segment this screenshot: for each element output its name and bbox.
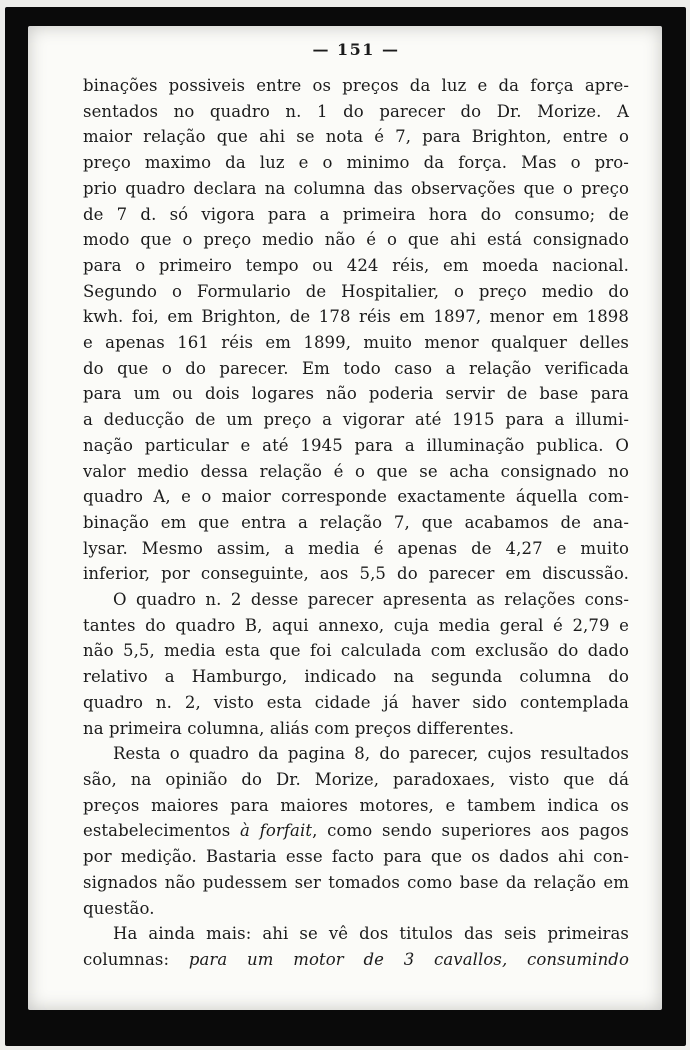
text-segment: de 7 d. só vigora para a primeira hora do consumo; de [83, 204, 629, 224]
text-line [83, 99, 629, 125]
text-segment: por medição. Bastaria esse facto para que os dados ahi con- [83, 847, 629, 867]
text-segment: O quadro n. 2 desse parecer apresenta as relações cons- [113, 590, 629, 610]
text-line [83, 459, 629, 485]
text-segment: Resta o quadro da pagina 8, do parecer, cujos resultados [113, 744, 629, 764]
text-segment: questão. [83, 898, 155, 918]
text-segment: para um ou dois logares não poderia servir de base para [83, 384, 629, 404]
text-line [83, 536, 629, 562]
text-line [83, 613, 629, 639]
italic-phrase: à forfait [239, 821, 313, 841]
text-segment: signados não pudessem ser tomados como base da relação em [83, 872, 629, 892]
text-segment: kwh. foi, em Brighton, de 178 réis em 1897, menor em 1898 [83, 307, 629, 327]
text-segment: estabelecimentos [83, 821, 240, 841]
text-segment: quadro A, e o maior corresponde exactamente áquella com- [83, 487, 629, 507]
text-line [83, 741, 629, 767]
text-line [83, 381, 629, 407]
page-number: — 151 — [312, 40, 400, 59]
text-line [83, 716, 629, 742]
text-line [83, 330, 629, 356]
text-line [83, 124, 629, 150]
italic-phrase: para um motor de 3 cavallos, consumindo [188, 949, 629, 969]
paragraph [83, 587, 629, 741]
text-segment: na primeira columna, aliás com preços differentes. [83, 718, 515, 738]
text-segment: prio quadro declara na columna das observações que o preço [83, 178, 629, 198]
text-line [83, 947, 629, 973]
text-segment: modo que o preço medio não é o que ahi está consignado [83, 230, 629, 250]
text-segment: , como sendo superiores aos pagos [312, 821, 629, 841]
text-segment: do que o do parecer. Em todo caso a relação verificada [83, 358, 629, 378]
paragraph [83, 73, 629, 587]
paragraph [83, 741, 629, 921]
text-line [83, 690, 629, 716]
text-segment: sentados no quadro n. 1 do parecer do Dr. Morize. A [83, 101, 629, 121]
text-line [83, 664, 629, 690]
text-segment: preço maximo da luz e o minimo da força. Mas o pro- [83, 153, 629, 173]
text-line [83, 561, 629, 587]
body-text [83, 73, 629, 973]
text-segment: lysar. Mesmo assim, a media é apenas de 4,27 e muito [83, 538, 629, 558]
text-line [83, 176, 629, 202]
text-segment: tantes do quadro B, aqui annexo, cuja media geral é 2,79 e [83, 615, 629, 635]
text-segment: binações possiveis entre os preços da luz e da força apre- [83, 76, 629, 95]
text-segment: para o primeiro tempo ou 424 réis, em moeda nacional. [83, 255, 629, 275]
text-segment: são, na opinião do Dr. Morize, paradoxaes, visto que dá [83, 769, 629, 789]
text-line [83, 793, 629, 819]
text-line [83, 356, 629, 382]
page-content [28, 26, 662, 973]
text-segment: não 5,5, media esta que foi calculada com exclusão do dado [83, 641, 629, 661]
text-line [83, 407, 629, 433]
text-segment: valor medio dessa relação é o que se acha consignado no [83, 461, 629, 481]
text-line [83, 638, 629, 664]
text-line [83, 227, 629, 253]
text-segment: a deducção de um preço a vigorar até 1915 para a illumi- [83, 410, 629, 430]
text-segment: inferior, por conseguinte, aos 5,5 do parecer em discussão. [83, 564, 629, 584]
text-line [83, 484, 629, 510]
text-line [83, 870, 629, 896]
text-line [83, 921, 629, 947]
paragraph [83, 921, 629, 972]
text-segment: relativo a Hamburgo, indicado na segunda columna do [83, 667, 629, 687]
text-segment: binação em que entra a relação 7, que acabamos de ana- [83, 512, 629, 532]
text-segment: columnas: [83, 949, 189, 969]
text-line [83, 587, 629, 613]
text-segment: Segundo o Formulario de Hospitalier, o preço medio do [83, 281, 629, 301]
text-line [83, 896, 629, 922]
text-line [83, 253, 629, 279]
text-line [83, 73, 629, 99]
text-segment: quadro n. 2, visto esta cidade já haver sido contemplada [83, 692, 629, 712]
text-line [83, 844, 629, 870]
text-segment: Ha ainda mais: ahi se vê dos titulos das seis primeiras [113, 924, 629, 944]
text-line [83, 304, 629, 330]
text-line [83, 279, 629, 305]
text-line [83, 202, 629, 228]
scan-border [5, 7, 686, 1046]
book-page [28, 26, 662, 1010]
text-line [83, 433, 629, 459]
text-segment: nação particular e até 1945 para a illuminação publica. O [83, 435, 629, 455]
text-segment: e apenas 161 réis em 1899, muito menor qualquer delles [83, 333, 629, 353]
text-line [83, 767, 629, 793]
text-line [83, 818, 629, 844]
text-segment: maior relação que ahi se nota é 7, para Brighton, entre o [83, 127, 629, 147]
text-segment: preços maiores para maiores motores, e tambem indica os [83, 795, 629, 815]
text-line [83, 150, 629, 176]
text-line [83, 510, 629, 536]
